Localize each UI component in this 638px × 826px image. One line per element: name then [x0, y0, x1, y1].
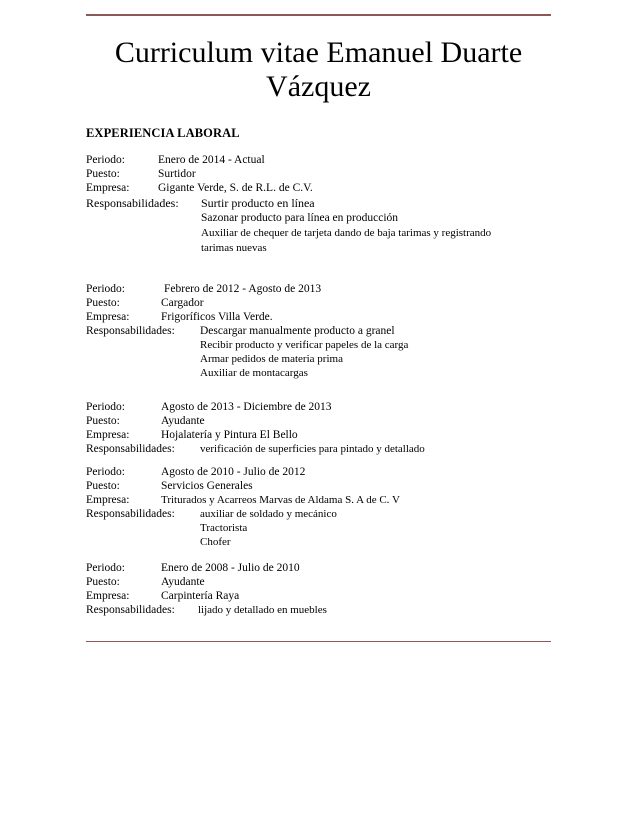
responsibility-item: auxiliar de soldado y mecánico: [200, 508, 337, 520]
job-entry: [86, 282, 556, 379]
header-rule: [86, 14, 551, 16]
responsibility-item: Sazonar producto para línea en producción: [201, 212, 399, 224]
puesto-label: Puesto:: [86, 168, 120, 180]
responsabilidades-label: Responsabilidades:: [86, 443, 175, 455]
responsibility-item: Surtir producto en línea: [201, 196, 315, 210]
responsibility-item: Auxiliar de chequer de tarjeta dando de baja tarimas y registrando: [201, 227, 492, 239]
empresa-value: Triturados y Acarreos Marvas de Aldama S. A de C. V: [161, 494, 400, 506]
responsibility-item: Descargar manualmente producto a granel: [200, 325, 395, 337]
periodo-label: Periodo:: [86, 562, 125, 574]
job-entry: [86, 400, 556, 456]
responsibility-item: verificación de superficies para pintado y detallado: [200, 443, 425, 455]
puesto-label: Puesto:: [86, 576, 120, 588]
responsibility-item: Recibir producto y verificar papeles de la carga: [200, 339, 409, 351]
responsibility-item: tarimas nuevas: [201, 242, 267, 254]
empresa-label: Empresa:: [86, 311, 130, 323]
periodo-label: Periodo:: [86, 283, 125, 295]
puesto-value: Ayudante: [161, 415, 205, 427]
empresa-value: Hojalatería y Pintura El Bello: [161, 429, 298, 441]
responsabilidades-label: Responsabilidades:: [86, 325, 175, 337]
job-entry: [86, 561, 556, 617]
puesto-value: Surtidor: [158, 168, 196, 180]
puesto-value: Cargador: [161, 297, 204, 309]
job-entry: [86, 465, 556, 548]
responsabilidades-label: Responsabilidades:: [86, 508, 175, 520]
empresa-label: Empresa:: [86, 494, 130, 506]
empresa-label: Empresa:: [86, 590, 130, 602]
empresa-value: Gigante Verde, S. de R.L. de C.V.: [158, 182, 313, 194]
section-heading: EXPERIENCIA LABORAL: [86, 126, 240, 140]
empresa-value: Frigoríficos Villa Verde.: [161, 311, 273, 323]
puesto-label: Puesto:: [86, 297, 120, 309]
responsibility-item: Tractorista: [200, 522, 248, 534]
puesto-label: Puesto:: [86, 415, 120, 427]
periodo-label: Periodo:: [86, 401, 125, 413]
periodo-value: Enero de 2008 - Julio de 2010: [161, 562, 300, 574]
puesto-label: Puesto:: [86, 480, 120, 492]
periodo-value: Agosto de 2010 - Julio de 2012: [161, 466, 306, 478]
responsibility-item: Auxiliar de montacargas: [200, 367, 308, 379]
responsibility-item: Armar pedidos de materia prima: [200, 353, 343, 365]
page-title: Curriculum vitae Emanuel Duarte Vázquez: [114, 36, 523, 103]
empresa-label: Empresa:: [86, 182, 130, 194]
periodo-value: Febrero de 2012 - Agosto de 2013: [164, 283, 322, 295]
responsabilidades-label: Responsabilidades:: [86, 196, 179, 210]
footer-rule: [86, 641, 551, 642]
periodo-value: Enero de 2014 - Actual: [158, 154, 265, 166]
job-entry: [86, 153, 556, 195]
responsibility-item: Chofer: [200, 536, 231, 548]
empresa-label: Empresa:: [86, 429, 130, 441]
periodo-label: Periodo:: [86, 154, 125, 166]
empresa-value: Carpintería Raya: [161, 590, 240, 602]
responsibility-item: lijado y detallado en muebles: [198, 604, 327, 616]
puesto-value: Ayudante: [161, 576, 205, 588]
periodo-value: Agosto de 2013 - Diciembre de 2013: [161, 401, 332, 413]
responsabilidades-label: Responsabilidades:: [86, 604, 175, 616]
periodo-label: Periodo:: [86, 466, 125, 478]
puesto-value: Servicios Generales: [161, 480, 253, 492]
job-responsibilities: [86, 196, 556, 254]
